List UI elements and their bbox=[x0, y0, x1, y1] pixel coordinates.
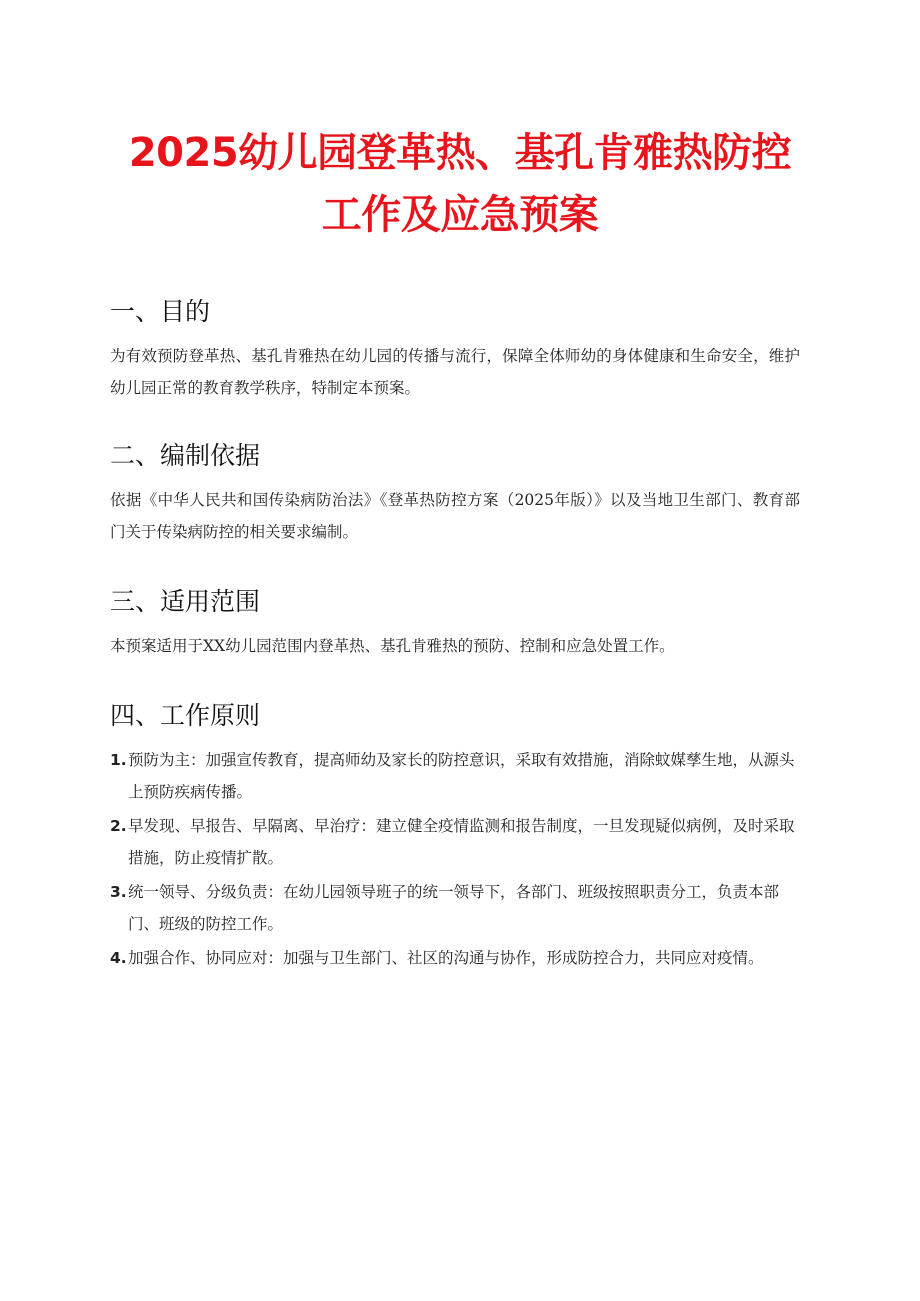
section-body-scope: 本预案适用于XX幼儿园范围内登革热、基孔肯雅热的预防、控制和应急处置工作。 bbox=[110, 637, 675, 655]
list-item-text: 预防为主：加强宣传教育，提高师幼及家长的防控意识，采取有效措施，消除蚊媒孳生地，从源头上预防疾病传播。 bbox=[128, 751, 795, 801]
list-item bbox=[110, 876, 800, 940]
section-body-basis: 依据《中华人民共和国传染病防治法》《登革热防控方案（2025年版）》以及当地卫生部门、教育部门关于传染病防控的相关要求编制。 bbox=[110, 491, 800, 541]
list-item-number: 4. bbox=[110, 949, 127, 967]
section-heading-basis: 二、编制依据 bbox=[110, 441, 261, 470]
list-item-number: 3. bbox=[110, 883, 127, 901]
list-item-text: 统一领导、分级负责：在幼儿园领导班子的统一领导下，各部门、班级按照职责分工，负责本部门、班级的防控工作。 bbox=[128, 883, 780, 933]
list-item-text: 早发现、早报告、早隔离、早治疗：建立健全疫情监测和报告制度，一旦发现疑似病例，及时采取措施，防止疫情扩散。 bbox=[128, 817, 795, 867]
document-title: 2025幼儿园登革热、基孔肯雅热防控工作及应急预案 bbox=[128, 130, 792, 238]
section-heading-purpose: 一、目的 bbox=[110, 297, 211, 326]
list-item bbox=[110, 744, 800, 808]
list-item-number: 1. bbox=[110, 751, 127, 769]
list-item bbox=[110, 810, 800, 874]
section-heading-scope: 三、适用范围 bbox=[110, 587, 261, 616]
list-item bbox=[110, 942, 800, 974]
section-heading-principles: 四、工作原则 bbox=[110, 701, 261, 730]
list-item-number: 2. bbox=[110, 817, 127, 835]
list-item-text: 加强合作、协同应对：加强与卫生部门、社区的沟通与协作，形成防控合力，共同应对疫情。 bbox=[128, 949, 764, 967]
section-body-purpose: 为有效预防登革热、基孔肯雅热在幼儿园的传播与流行，保障全体师幼的身体健康和生命安全，维护幼儿园正常的教育教学秩序，特制定本预案。 bbox=[110, 347, 800, 397]
